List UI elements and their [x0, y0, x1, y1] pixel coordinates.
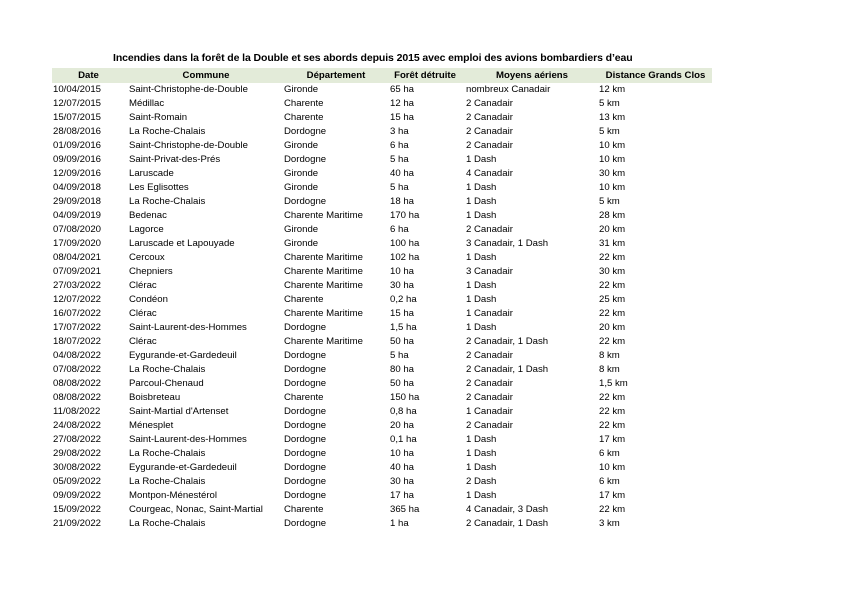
cell-departement: Gironde	[284, 84, 319, 95]
cell-foret: 102 ha	[390, 252, 420, 263]
cell-moyens: 2 Canadair	[466, 224, 513, 235]
cell-departement: Charente Maritime	[284, 308, 363, 319]
cell-date: 29/08/2022	[53, 448, 102, 459]
cell-distance: 31 km	[599, 238, 626, 249]
cell-distance: 1,5 km	[599, 378, 628, 389]
table-body	[52, 83, 712, 531]
cell-foret: 1,5 ha	[390, 322, 417, 333]
cell-foret: 65 ha	[390, 84, 415, 95]
cell-commune: Parcoul-Chenaud	[129, 378, 204, 389]
cell-moyens: 1 Dash	[466, 322, 497, 333]
cell-commune: Chepniers	[129, 266, 173, 277]
table-row	[52, 517, 712, 531]
cell-moyens: 4 Canadair	[466, 168, 513, 179]
column-header-distance: Distance Grands Clos	[605, 70, 706, 81]
cell-departement: Gironde	[284, 140, 319, 151]
cell-foret: 5 ha	[390, 182, 409, 193]
cell-distance: 6 km	[599, 448, 620, 459]
cell-moyens: 1 Dash	[466, 448, 497, 459]
cell-departement: Dordogne	[284, 406, 327, 417]
cell-departement: Dordogne	[284, 420, 327, 431]
column-header-foret: Forêt détruite	[394, 70, 456, 81]
cell-foret: 15 ha	[390, 112, 415, 123]
cell-moyens: nombreux Canadair	[466, 84, 551, 95]
cell-date: 18/07/2022	[53, 336, 102, 347]
cell-date: 30/08/2022	[53, 462, 102, 473]
cell-date: 27/08/2022	[53, 434, 102, 445]
cell-commune: Les Eglisottes	[129, 182, 189, 193]
cell-date: 05/09/2022	[53, 476, 102, 487]
cell-commune: Saint-Laurent-des-Hommes	[129, 434, 247, 445]
cell-foret: 30 ha	[390, 476, 415, 487]
cell-departement: Dordogne	[284, 434, 327, 445]
cell-date: 08/04/2021	[53, 252, 102, 263]
cell-departement: Dordogne	[284, 518, 327, 529]
cell-commune: Clérac	[129, 308, 157, 319]
cell-distance: 17 km	[599, 490, 626, 501]
cell-commune: Eygurande-et-Gardedeuil	[129, 462, 237, 473]
cell-departement: Charente	[284, 98, 324, 109]
cell-distance: 22 km	[599, 308, 626, 319]
cell-date: 08/08/2022	[53, 392, 102, 403]
cell-moyens: 4 Canadair, 3 Dash	[466, 504, 549, 515]
column-header-commune: Commune	[182, 70, 230, 81]
cell-distance: 22 km	[599, 252, 626, 263]
table-row	[52, 251, 712, 265]
table-row	[52, 293, 712, 307]
cell-distance: 5 km	[599, 126, 620, 137]
cell-departement: Dordogne	[284, 462, 327, 473]
cell-foret: 100 ha	[390, 238, 420, 249]
table-row	[52, 405, 712, 419]
cell-moyens: 2 Canadair, 1 Dash	[466, 336, 549, 347]
cell-distance: 12 km	[599, 84, 626, 95]
cell-departement: Charente	[284, 112, 324, 123]
fire-table	[52, 68, 712, 531]
column-header-date: Date	[78, 70, 99, 81]
cell-moyens: 2 Canadair	[466, 350, 513, 361]
cell-distance: 13 km	[599, 112, 626, 123]
table-row	[52, 139, 712, 153]
cell-date: 21/09/2022	[53, 518, 102, 529]
cell-moyens: 2 Canadair, 1 Dash	[466, 364, 549, 375]
cell-commune: Ménesplet	[129, 420, 174, 431]
cell-distance: 30 km	[599, 266, 626, 277]
cell-commune: Condéon	[129, 294, 168, 305]
cell-foret: 18 ha	[390, 196, 415, 207]
table-row	[52, 83, 712, 97]
cell-date: 12/07/2015	[53, 98, 102, 109]
cell-date: 08/08/2022	[53, 378, 102, 389]
cell-foret: 6 ha	[390, 224, 409, 235]
cell-moyens: 2 Canadair	[466, 126, 513, 137]
table-row	[52, 237, 712, 251]
column-header-moyens: Moyens aériens	[496, 70, 568, 81]
cell-foret: 50 ha	[390, 378, 415, 389]
table-row	[52, 181, 712, 195]
cell-commune: La Roche-Chalais	[129, 196, 206, 207]
table-row	[52, 111, 712, 125]
cell-moyens: 3 Canadair, 1 Dash	[466, 238, 549, 249]
cell-date: 27/03/2022	[53, 280, 102, 291]
cell-distance: 8 km	[599, 350, 620, 361]
table-row	[52, 349, 712, 363]
cell-foret: 15 ha	[390, 308, 415, 319]
table-row	[52, 125, 712, 139]
table-row	[52, 503, 712, 517]
table-row	[52, 391, 712, 405]
cell-moyens: 1 Dash	[466, 182, 497, 193]
cell-commune: Saint-Privat-des-Prés	[129, 154, 221, 165]
cell-distance: 10 km	[599, 182, 626, 193]
cell-commune: Cercoux	[129, 252, 165, 263]
cell-moyens: 1 Dash	[466, 434, 497, 445]
cell-departement: Dordogne	[284, 154, 327, 165]
cell-moyens: 3 Canadair	[466, 266, 513, 277]
cell-foret: 10 ha	[390, 266, 415, 277]
cell-distance: 30 km	[599, 168, 626, 179]
cell-commune: La Roche-Chalais	[129, 448, 206, 459]
table-row	[52, 209, 712, 223]
cell-departement: Charente Maritime	[284, 252, 363, 263]
cell-commune: Bedenac	[129, 210, 167, 221]
cell-distance: 20 km	[599, 322, 626, 333]
cell-commune: La Roche-Chalais	[129, 518, 206, 529]
cell-commune: Eygurande-et-Gardedeuil	[129, 350, 237, 361]
cell-commune: Clérac	[129, 336, 157, 347]
cell-departement: Dordogne	[284, 364, 327, 375]
cell-departement: Dordogne	[284, 322, 327, 333]
cell-foret: 0,2 ha	[390, 294, 417, 305]
cell-moyens: 1 Dash	[466, 490, 497, 501]
table-row	[52, 419, 712, 433]
cell-commune: Saint-Christophe-de-Double	[129, 84, 248, 95]
table-row	[52, 461, 712, 475]
cell-moyens: 2 Dash	[466, 476, 497, 487]
cell-distance: 20 km	[599, 224, 626, 235]
table-header	[52, 68, 712, 83]
table-row	[52, 307, 712, 321]
table-row	[52, 153, 712, 167]
cell-distance: 17 km	[599, 434, 626, 445]
cell-date: 11/08/2022	[53, 406, 101, 417]
cell-foret: 20 ha	[390, 420, 415, 431]
cell-date: 09/09/2022	[53, 490, 102, 501]
cell-date: 09/09/2016	[53, 154, 102, 165]
cell-distance: 22 km	[599, 406, 626, 417]
cell-commune: Boisbreteau	[129, 392, 181, 403]
cell-foret: 5 ha	[390, 350, 409, 361]
cell-departement: Dordogne	[284, 448, 327, 459]
cell-foret: 80 ha	[390, 364, 415, 375]
cell-moyens: 2 Canadair	[466, 420, 513, 431]
table-row	[52, 223, 712, 237]
cell-departement: Dordogne	[284, 490, 327, 501]
cell-departement: Dordogne	[284, 350, 327, 361]
cell-date: 12/09/2016	[53, 168, 102, 179]
cell-distance: 10 km	[599, 140, 626, 151]
cell-foret: 150 ha	[390, 392, 420, 403]
cell-date: 17/07/2022	[53, 322, 102, 333]
cell-foret: 0,1 ha	[390, 434, 417, 445]
cell-date: 01/09/2016	[53, 140, 102, 151]
cell-date: 07/08/2020	[53, 224, 102, 235]
cell-foret: 12 ha	[390, 98, 415, 109]
cell-moyens: 1 Canadair	[466, 406, 513, 417]
page-title: Incendies dans la forêt de la Double et ses abords depuis 2015 avec emploi des avions bombardiers d’eau	[113, 52, 633, 64]
cell-date: 04/08/2022	[53, 350, 102, 361]
cell-distance: 28 km	[599, 210, 626, 221]
cell-commune: Courgeac, Nonac, Saint-Martial	[129, 504, 263, 515]
table-row	[52, 363, 712, 377]
cell-moyens: 1 Dash	[466, 462, 497, 473]
table-row	[52, 433, 712, 447]
table-row	[52, 279, 712, 293]
cell-foret: 0,8 ha	[390, 406, 417, 417]
cell-distance: 8 km	[599, 364, 620, 375]
cell-departement: Charente Maritime	[284, 336, 363, 347]
cell-departement: Charente Maritime	[284, 280, 363, 291]
cell-moyens: 1 Dash	[466, 280, 497, 291]
cell-commune: La Roche-Chalais	[129, 126, 206, 137]
cell-commune: Saint-Martial d'Artenset	[129, 406, 229, 417]
table-row	[52, 195, 712, 209]
cell-departement: Dordogne	[284, 196, 327, 207]
cell-commune: Montpon-Ménestérol	[129, 490, 217, 501]
cell-date: 04/09/2019	[53, 210, 102, 221]
cell-departement: Gironde	[284, 168, 319, 179]
cell-commune: Laruscade et Lapouyade	[129, 238, 235, 249]
cell-departement: Gironde	[284, 224, 319, 235]
cell-distance: 22 km	[599, 504, 626, 515]
cell-foret: 1 ha	[390, 518, 409, 529]
cell-distance: 25 km	[599, 294, 626, 305]
cell-moyens: 2 Canadair	[466, 378, 513, 389]
cell-commune: Clérac	[129, 280, 157, 291]
cell-commune: La Roche-Chalais	[129, 476, 206, 487]
cell-date: 07/09/2021	[53, 266, 102, 277]
table-row	[52, 475, 712, 489]
cell-moyens: 1 Dash	[466, 196, 497, 207]
cell-commune: Laruscade	[129, 168, 174, 179]
cell-distance: 10 km	[599, 462, 626, 473]
cell-moyens: 1 Dash	[466, 252, 497, 263]
cell-distance: 10 km	[599, 154, 626, 165]
table-row	[52, 167, 712, 181]
cell-commune: Lagorce	[129, 224, 164, 235]
cell-distance: 6 km	[599, 476, 620, 487]
cell-foret: 3 ha	[390, 126, 409, 137]
cell-commune: La Roche-Chalais	[129, 364, 206, 375]
cell-foret: 365 ha	[390, 504, 420, 515]
table-row	[52, 377, 712, 391]
cell-date: 28/08/2016	[53, 126, 102, 137]
cell-foret: 5 ha	[390, 154, 409, 165]
cell-moyens: 2 Canadair	[466, 112, 513, 123]
cell-departement: Charente	[284, 294, 324, 305]
cell-distance: 22 km	[599, 336, 626, 347]
cell-moyens: 1 Dash	[466, 210, 497, 221]
column-header-departement: Département	[306, 70, 366, 81]
cell-foret: 40 ha	[390, 168, 415, 179]
cell-foret: 30 ha	[390, 280, 415, 291]
cell-departement: Charente	[284, 392, 324, 403]
cell-departement: Gironde	[284, 182, 319, 193]
cell-departement: Dordogne	[284, 126, 327, 137]
cell-moyens: 1 Dash	[466, 294, 497, 305]
cell-foret: 50 ha	[390, 336, 415, 347]
table-row	[52, 335, 712, 349]
cell-departement: Charente Maritime	[284, 210, 363, 221]
cell-moyens: 2 Canadair	[466, 98, 513, 109]
cell-distance: 5 km	[599, 196, 620, 207]
cell-departement: Gironde	[284, 238, 319, 249]
cell-date: 10/04/2015	[53, 84, 102, 95]
cell-moyens: 2 Canadair	[466, 392, 513, 403]
table-row	[52, 265, 712, 279]
cell-moyens: 2 Canadair	[466, 140, 513, 151]
cell-date: 15/09/2022	[53, 504, 102, 515]
cell-date: 24/08/2022	[53, 420, 102, 431]
cell-commune: Saint-Laurent-des-Hommes	[129, 322, 247, 333]
cell-distance: 22 km	[599, 392, 626, 403]
cell-distance: 3 km	[599, 518, 620, 529]
cell-date: 15/07/2015	[53, 112, 102, 123]
cell-commune: Saint-Christophe-de-Double	[129, 140, 248, 151]
cell-date: 12/07/2022	[53, 294, 102, 305]
cell-foret: 10 ha	[390, 448, 415, 459]
table-row	[52, 447, 712, 461]
cell-date: 07/08/2022	[53, 364, 102, 375]
cell-departement: Dordogne	[284, 476, 327, 487]
cell-commune: Médillac	[129, 98, 165, 109]
cell-departement: Charente	[284, 504, 324, 515]
cell-foret: 170 ha	[390, 210, 420, 221]
cell-date: 16/07/2022	[53, 308, 102, 319]
cell-date: 04/09/2018	[53, 182, 102, 193]
cell-foret: 17 ha	[390, 490, 415, 501]
cell-foret: 40 ha	[390, 462, 415, 473]
cell-distance: 5 km	[599, 98, 620, 109]
table-row	[52, 97, 712, 111]
cell-date: 17/09/2020	[53, 238, 102, 249]
cell-date: 29/09/2018	[53, 196, 102, 207]
cell-moyens: 1 Canadair	[466, 308, 513, 319]
cell-departement: Charente Maritime	[284, 266, 363, 277]
cell-moyens: 1 Dash	[466, 154, 497, 165]
cell-distance: 22 km	[599, 420, 626, 431]
table-row	[52, 321, 712, 335]
cell-distance: 22 km	[599, 280, 626, 291]
cell-foret: 6 ha	[390, 140, 409, 151]
cell-departement: Dordogne	[284, 378, 327, 389]
cell-moyens: 2 Canadair, 1 Dash	[466, 518, 549, 529]
cell-commune: Saint-Romain	[129, 112, 188, 123]
table-row	[52, 489, 712, 503]
